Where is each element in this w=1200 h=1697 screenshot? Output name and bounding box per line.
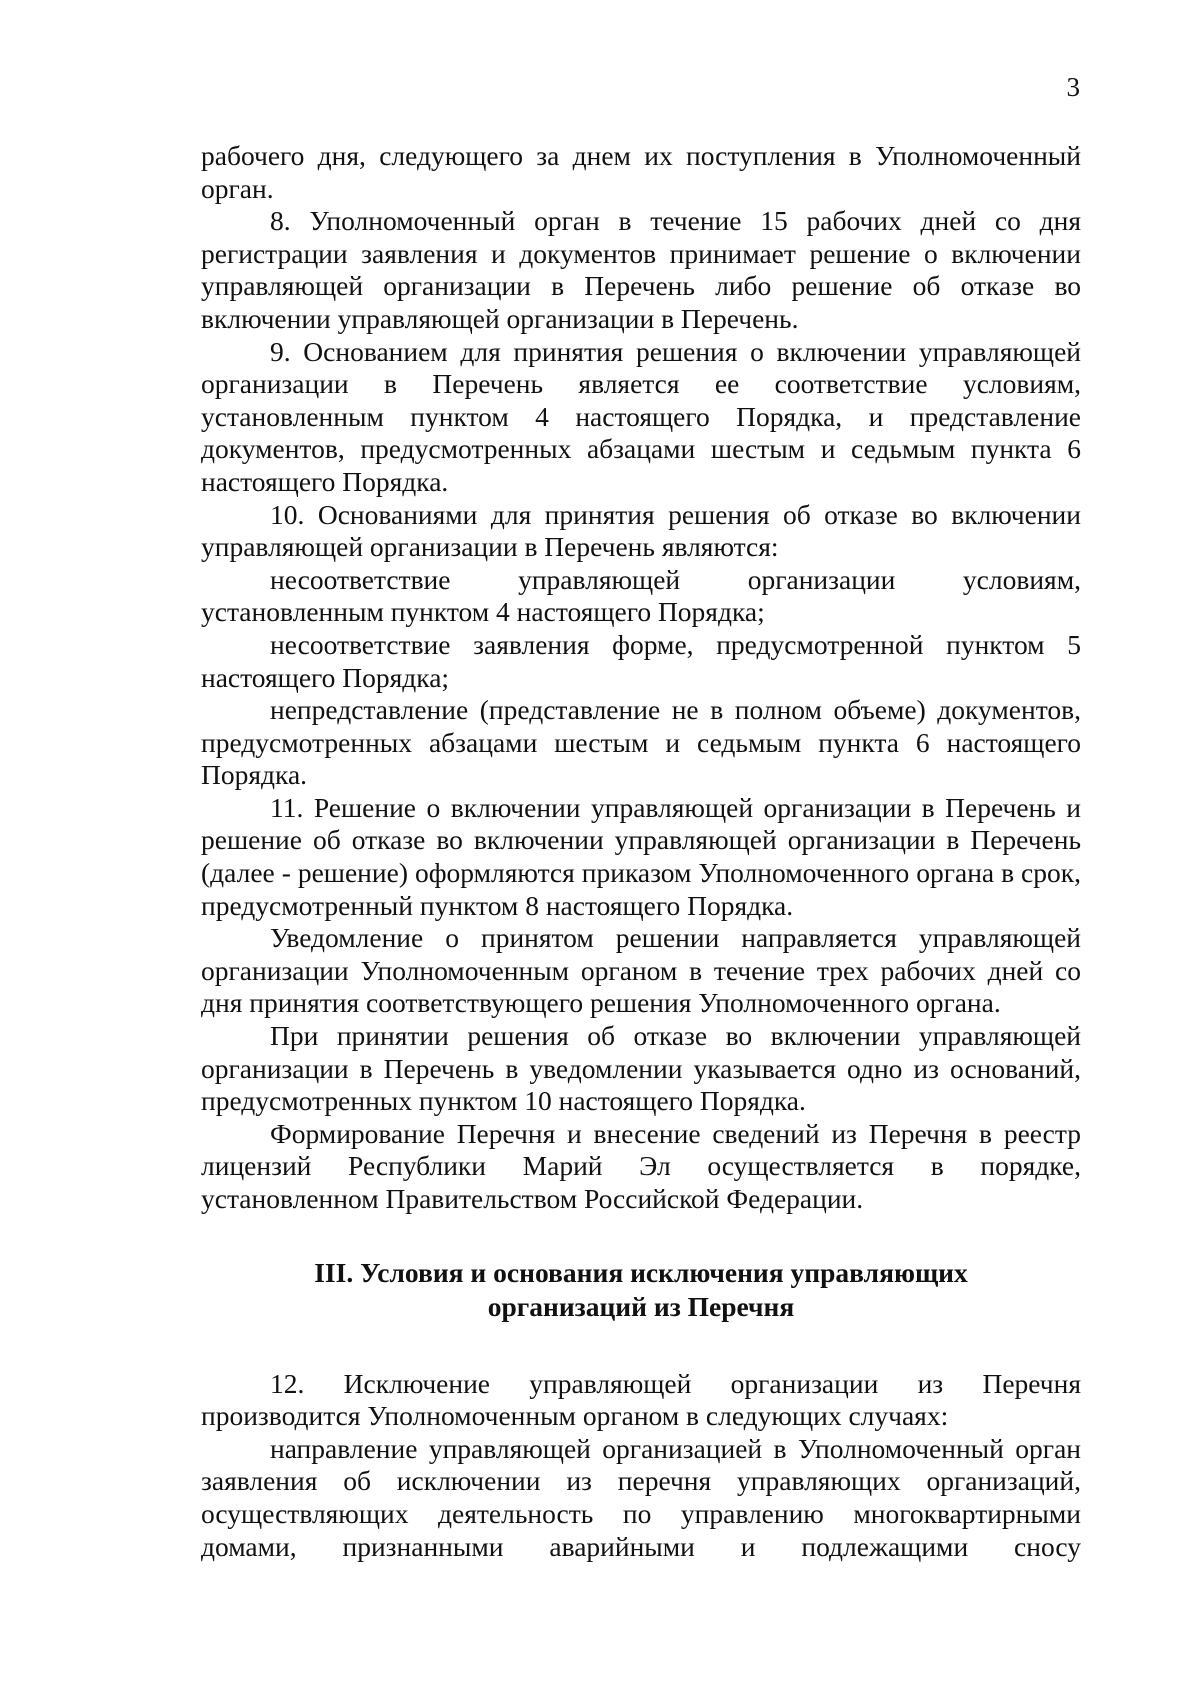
paragraph-continuation: рабочего дня, следующего за днем их поступления в Уполномоченный орган. [201,140,1081,204]
paragraph-register-formation: Формирование Перечня и внесение сведений из Перечня в реестр лицензий Республики Марий Эл осуществляется в порядке, установленном Правительством Российской Федерации. [201,1117,1081,1214]
paragraph-ground-1: несоответствие управляющей организации условиям, установленным пунктом 4 настоящего Порядка; [201,563,1081,628]
section-heading-line-1: III. Условия и основания исключения управляющих [314,1256,968,1288]
paragraph-item-9: 9. Основанием для принятия решения о включении управляющей организации в Перечень является ее соответствие условиям, установленным пунктом 4 настоящего Порядка, и представление документов, предусмотренных абзацами шестым и седьмым пункта 6 настоящего Порядка. [201,335,1081,497]
section-heading [201,1256,1081,1324]
paragraph-item-10: 10. Основаниями для принятия решения об отказе во включении управляющей организации в Перечень являются: [201,498,1081,563]
paragraph-refusal-notice: При принятии решения об отказе во включении управляющей организации в Перечень в уведомлении указывается одно из оснований, предусмотренных пунктом 10 настоящего Порядка. [201,1020,1081,1117]
document-body [201,140,1081,1563]
section-heading-line-2: организаций из Перечня [487,1290,795,1322]
paragraph-item-8: 8. Уполномоченный орган в течение 15 рабочих дней со дня регистрации заявления и документов принимает решение о включении управляющей организации в Перечень либо решение об отказе во включении управляющей организации в Перечень. [201,205,1081,334]
paragraph-exclusion-case-1: направление управляющей организацией в Уполномоченный орган заявления об исключении из перечня управляющих организаций, осуществляющих деятельность по управлению многоквартирными домами, признанными аварийными и подлежащими сносу [201,1432,1081,1562]
paragraph-item-11: 11. Решение о включении управляющей организации в Перечень и решение об отказе во включении управляющей организации в Перечень (далее - решение) оформляются приказом Уполномоченного органа в срок, предусмотренный пунктом 8 настоящего Порядка. [201,791,1081,921]
paragraph-notification: Уведомление о принятом решении направляется управляющей организации Уполномоченным органом в течение трех рабочих дней со дня принятия соответствующего решения Уполномоченного органа. [201,922,1081,1019]
page-number: 3 [1066,72,1080,102]
paragraph-ground-3: непредставление (представление не в полном объеме) документов, предусмотренных абзацами шестым и седьмым пункта 6 настоящего Порядка. [201,694,1081,791]
paragraph-ground-2: несоответствие заявления форме, предусмотренной пунктом 5 настоящего Порядка; [201,628,1081,693]
paragraph-item-12: 12. Исключение управляющей организации из Перечня производится Уполномоченным органом в следующих случаях: [201,1367,1081,1432]
